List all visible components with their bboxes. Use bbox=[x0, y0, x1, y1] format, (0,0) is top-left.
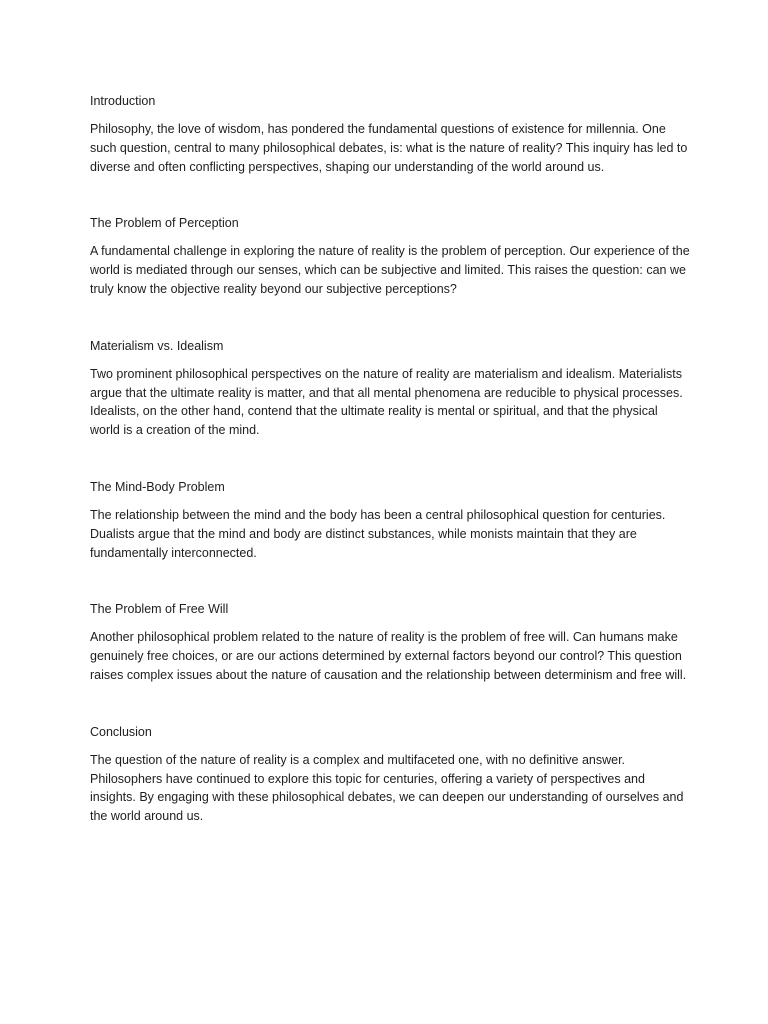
section-conclusion bbox=[90, 723, 690, 826]
document-page bbox=[90, 92, 690, 864]
section-paragraph: A fundamental challenge in exploring the nature of reality is the problem of perception. Our experience of the world is mediated through our senses, which can be subjective and limited. This raises the question: can we truly know the objective reality beyond our subjective perceptions? bbox=[90, 244, 690, 296]
section-paragraph: Philosophy, the love of wisdom, has pondered the fundamental questions of existence for millennia. One such question, central to many philosophical debates, is: what is the nature of reality? This inquiry has led to diverse and often conflicting perspectives, shaping our understanding of the world around us. bbox=[90, 122, 688, 174]
section-heading: Materialism vs. Idealism bbox=[90, 338, 224, 353]
section-heading: The Problem of Free Will bbox=[90, 602, 229, 617]
section-paragraph: The question of the nature of reality is a complex and multifaceted one, with no definitive answer. Philosophers have continued to explore this topic for centuries, offering a variety of perspectives and insights. By engaging with these philosophical debates, we can deepen our understanding of ourselves and the world around us. bbox=[90, 752, 684, 824]
section-heading: The Mind-Body Problem bbox=[90, 479, 225, 494]
section-heading: Conclusion bbox=[90, 724, 152, 739]
section-mind-body-problem bbox=[90, 478, 690, 562]
section-paragraph: Another philosophical problem related to the nature of reality is the problem of free will. Can humans make genuinely free choices, or are our actions determined by external factors beyond our control? This question raises complex issues about the nature of causation and the relationship between determinism and free will. bbox=[90, 630, 687, 682]
section-introduction bbox=[90, 92, 690, 176]
section-materialism-vs-idealism bbox=[90, 337, 690, 440]
section-paragraph: The relationship between the mind and the body has been a central philosophical question for centuries. Dualists argue that the mind and body are distinct substances, while monists maintain that they are fundamentally interconnected. bbox=[90, 507, 666, 560]
section-heading: Introduction bbox=[90, 94, 156, 108]
section-problem-of-free-will bbox=[90, 600, 690, 684]
section-paragraph: Two prominent philosophical perspectives on the nature of reality are materialism and idealism. Materialists argue that the ultimate reality is matter, and that all mental phenomena are reducible to physical processes. Idealists, on the other hand, contend that the ultimate reality is mental or spiritual, and that the physical world is a creation of the mind. bbox=[90, 366, 683, 438]
section-problem-of-perception bbox=[90, 214, 690, 298]
section-heading: The Problem of Perception bbox=[90, 216, 239, 231]
